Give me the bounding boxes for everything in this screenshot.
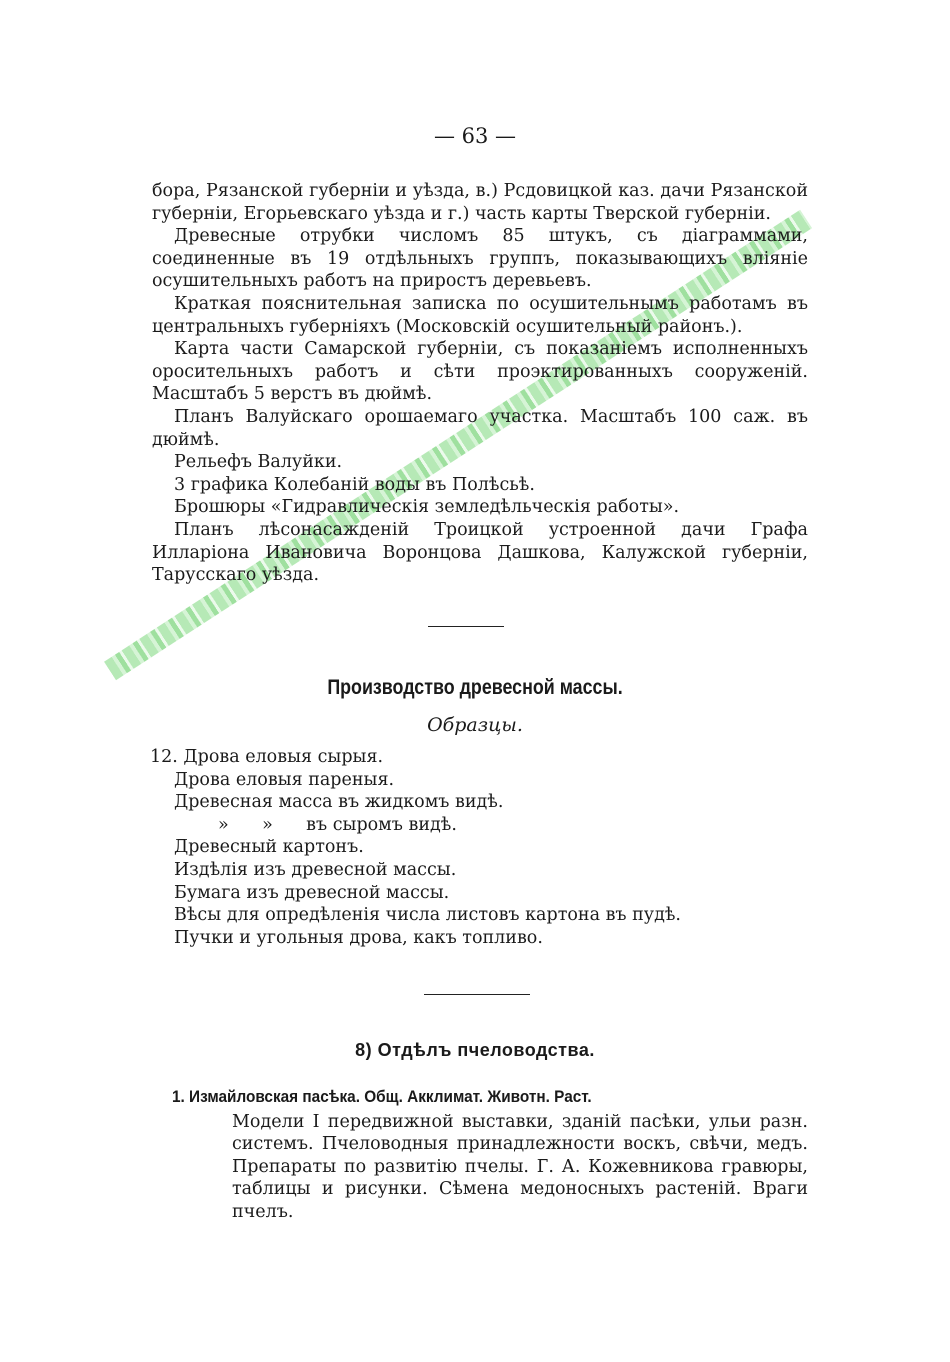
page-number: — 63 —	[433, 124, 517, 148]
list-item: Вѣсы для опредѣленія числа листовъ картона въ пудѣ.	[174, 905, 681, 926]
paragraph: Планъ Валуйскаго орошаемаго участка. Масштабъ 100 саж. въ дюймѣ.	[152, 406, 808, 450]
entry-heading: 1. Измайловская пасѣка. Общ. Акклимат. Животн. Раст.	[172, 1088, 592, 1106]
section-divider	[424, 994, 530, 995]
section-title-wood-pulp: Производство древесной массы.	[327, 676, 623, 699]
paragraph: бора, Рязанской губерніи и уѣзда, в.) Рсдовицкой каз. дачи Рязанской губерніи, Егорьевскаго уѣзда и г.) часть карты Тверской губерніи.	[152, 181, 808, 224]
section-divider	[428, 626, 504, 627]
section-title-beekeeping: 8) Отдѣлъ пчеловодства.	[355, 1040, 595, 1060]
list-item: Бумага изъ древесной массы.	[174, 882, 450, 903]
exhibit-list-continuation	[152, 180, 808, 587]
samples-list	[150, 746, 810, 949]
list-item: Дрова еловыя пареныя.	[174, 769, 395, 790]
paragraph: Рельефъ Валуйки.	[174, 452, 343, 473]
paragraph: Древесные отрубки числомъ 85 штукъ, съ діаграммами, соединенные въ 19 отдѣльныхъ группъ, показывающихъ вліяніе осушительныхъ работъ на приростъ деревьевъ.	[152, 226, 808, 292]
list-item: Пучки и угольныя дрова, какъ топливо.	[174, 927, 543, 948]
list-item: Древесная масса въ жидкомъ видѣ.	[174, 792, 504, 813]
paragraph: Краткая пояснительная записка по осушительнымъ работамъ въ центральныхъ губерніяхъ (Московскій осушительный районъ.).	[152, 293, 808, 337]
list-item: 12. Дрова еловыя сырыя.	[150, 747, 384, 767]
list-item: Древесный картонъ.	[174, 837, 364, 858]
section-subtitle-samples: Образцы.	[427, 714, 523, 736]
paragraph: Карта части Самарской губерніи, съ показаніемъ исполненныхъ оросительныхъ работъ и сѣти проэктированныхъ сооруженій. Масштабъ 5 верстъ въ дюймѣ.	[152, 339, 808, 405]
paragraph: Планъ лѣсонасажденій Троицкой устроенной дачи Графа Илларіона Ивановича Воронцова Дашкова, Калужской губерніи, Тарусскаго уѣзда.	[152, 519, 808, 586]
paragraph: 3 графика Колебаній воды въ Полѣсьѣ.	[174, 474, 535, 495]
beekeeping-entry	[172, 1086, 808, 1224]
entry-description: Модели I передвижной выставки, зданій пасѣки, ульи разн. системъ. Пчеловодныя принадлежности воскъ, свѣчи, медъ. Препараты по развитію пчелы. Г. А. Кожевникова гравюры, таблицы и рисунки. Сѣмена медоносныхъ растеній. Враги пчелъ.	[232, 1111, 808, 1222]
list-item: » » въ сыромъ видѣ.	[218, 814, 457, 835]
paragraph: Брошюры «Гидравлическія земледѣльческія работы».	[174, 497, 680, 518]
list-item: Издѣлія изъ древесной массы.	[174, 859, 457, 880]
